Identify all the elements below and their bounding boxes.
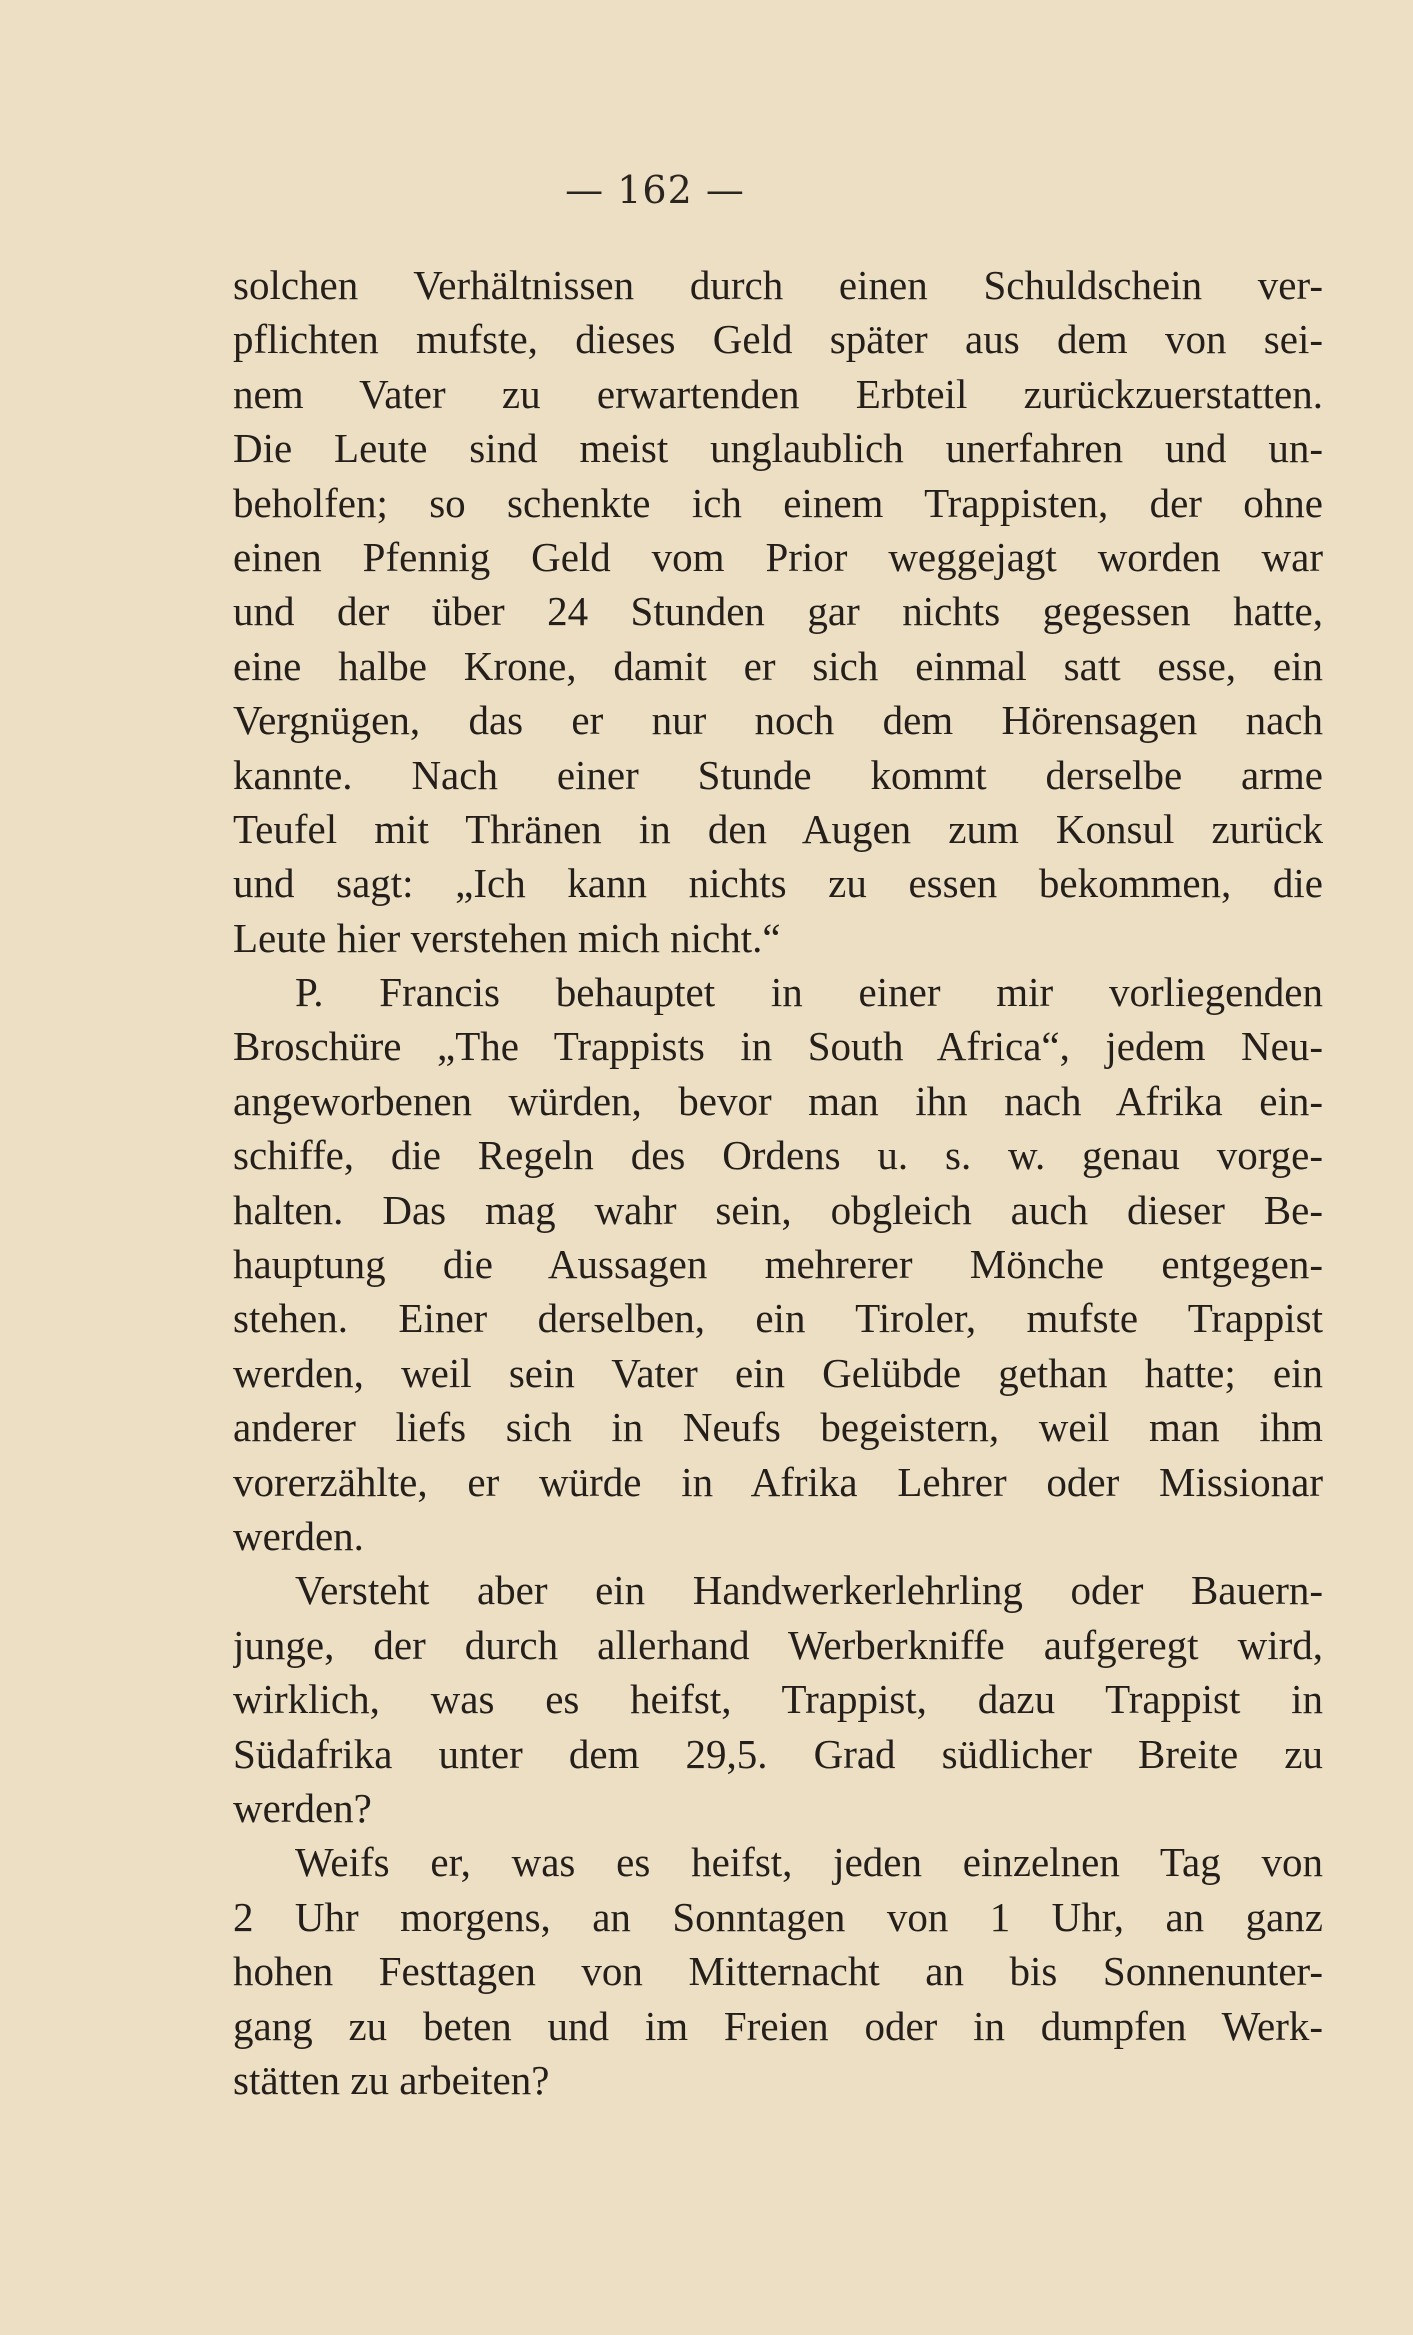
text-line: werden? — [233, 1784, 372, 1831]
text-line: Die Leute sind meist unglaublich unerfahren und un- — [233, 425, 1323, 472]
text-line: schiffe, die Regeln des Ordens u. s. w. genau vorge- — [233, 1132, 1323, 1179]
text-line: vorerzählte, er würde in Afrika Lehrer oder Missionar — [233, 1458, 1323, 1505]
text-line: solchen Verhältnissen durch einen Schuldschein ver- — [233, 262, 1323, 308]
text-line: Leute hier verstehen mich nicht.“ — [233, 914, 781, 961]
text-line: Vergnügen, das er nur noch dem Hörensagen nach — [233, 697, 1323, 744]
text-line: halten. Das mag wahr sein, obgleich auch dieser Be- — [233, 1186, 1323, 1233]
text-line: Teufel mit Thränen in den Augen zum Konsul zurück — [233, 805, 1323, 852]
text-line: stehen. Einer derselben, ein Tiroler, mufste Trappist — [233, 1295, 1323, 1342]
text-line: Broschüre „The Trappists in South Africa“, jedem Neu- — [233, 1023, 1323, 1070]
text-line: einen Pfennig Geld vom Prior weggejagt worden war — [233, 533, 1323, 580]
text-line: hohen Festtagen von Mitternacht an bis Sonnenunter- — [233, 1948, 1323, 1995]
text-line: Versteht aber ein Handwerkerlehrling oder Bauern- — [295, 1567, 1323, 1614]
text-line: hauptung die Aussagen mehrerer Mönche entgegen- — [233, 1241, 1323, 1288]
text-line: Weifs er, was es heifst, jeden einzelnen Tag von — [295, 1839, 1323, 1886]
body-text — [233, 258, 1323, 2107]
text-line: beholfen; so schenkte ich einem Trappisten, der ohne — [233, 479, 1323, 526]
text-line: stätten zu arbeiten? — [233, 2056, 550, 2103]
text-line: eine halbe Krone, damit er sich einmal satt esse, ein — [233, 642, 1323, 689]
text-line: junge, der durch allerhand Werberkniffe aufgeregt wird, — [233, 1621, 1323, 1668]
text-line: anderer liefs sich in Neufs begeistern, weil man ihm — [233, 1404, 1323, 1451]
text-line: P. Francis behauptet in einer mir vorliegenden — [295, 969, 1323, 1016]
text-line: 2 Uhr morgens, an Sonntagen von 1 Uhr, an ganz — [233, 1893, 1323, 1940]
text-line: und sagt: „Ich kann nichts zu essen bekommen, die — [233, 860, 1323, 907]
text-line: kannte. Nach einer Stunde kommt derselbe arme — [233, 751, 1323, 798]
text-line: und der über 24 Stunden gar nichts gegessen hatte, — [233, 588, 1323, 635]
text-line: angeworbenen würden, bevor man ihn nach Afrika ein- — [233, 1077, 1323, 1124]
text-line: Südafrika unter dem 29,5. Grad südlicher Breite zu — [233, 1730, 1323, 1777]
text-line: pflichten mufste, dieses Geld später aus dem von sei- — [233, 316, 1323, 363]
text-line: werden, weil sein Vater ein Gelübde gethan hatte; ein — [233, 1349, 1323, 1396]
text-line: wirklich, was es heifst, Trappist, dazu Trappist in — [233, 1676, 1323, 1723]
text-line: gang zu beten und im Freien oder in dumpfen Werk- — [233, 2002, 1323, 2049]
text-line: nem Vater zu erwartenden Erbteil zurückzuerstatten. — [233, 370, 1323, 417]
text-line: werden. — [233, 1512, 364, 1559]
page-number: — 162 — — [565, 168, 745, 212]
